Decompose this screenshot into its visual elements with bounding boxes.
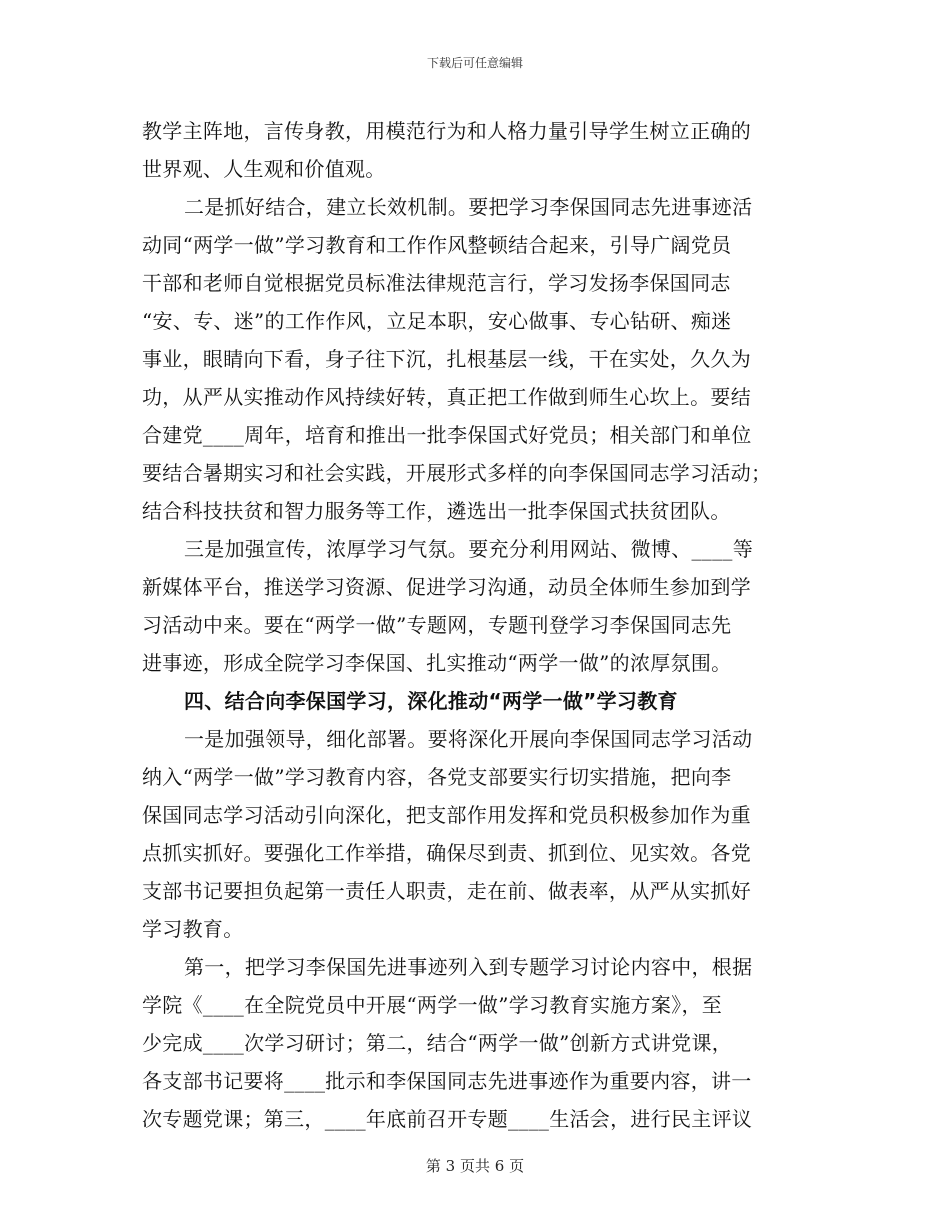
text-line: 纳入“两学一做”学习教育内容，各党支部要实行切实措施，把向李 bbox=[142, 765, 732, 789]
text-line: 功，从严从实推动作风持续好转，真正把工作做到师生心坎上。要结 bbox=[142, 385, 751, 409]
text-line: 教学主阵地，言传身教，用模范行为和人格力量引导学生树立正确的 bbox=[142, 119, 751, 143]
page-header-note: 下载后可任意编辑 bbox=[426, 56, 523, 70]
paragraph-start-line: 一是加强领导，细化部署。要将深化开展向李保国同志学习活动 bbox=[184, 727, 753, 751]
text-line: “安、专、迷”的工作作风，立足本职，安心做事、专心钻研、痴迷 bbox=[142, 309, 732, 333]
text-line: 各支部书记要将____批示和李保国同志先进事迹作为重要内容，讲一 bbox=[142, 1069, 752, 1093]
text-line: 次专题党课；第三，____年底前召开专题____生活会，进行民主评议 bbox=[142, 1107, 753, 1131]
text-line: 事业，眼睛向下看，身子往下沉，扎根基层一线，干在实处，久久为 bbox=[142, 347, 751, 371]
section-heading: 四、结合向李保国学习，深化推动“两学一做”学习教育 bbox=[184, 689, 678, 713]
paragraph-start-line: 第一，把学习李保国先进事迹列入到专题学习讨论内容中，根据 bbox=[184, 955, 753, 979]
text-line: 习活动中来。要在“两学一做”专题网，专题刊登学习李保国同志先 bbox=[142, 613, 732, 637]
text-line: 动同“两学一做”学习教育和工作作风整顿结合起来，引导广阔党员 bbox=[142, 233, 732, 257]
text-line: 结合科技扶贫和智力服务等工作，遴选出一批李保国式扶贫团队。 bbox=[142, 499, 731, 523]
text-line: 新媒体平台，推送学习资源、促进学习沟通，动员全体师生参加到学 bbox=[142, 575, 751, 599]
text-line: 少完成____次学习研讨；第二，结合“两学一做”创新方式讲党课， bbox=[142, 1031, 733, 1055]
page-number-footer: 第 3 页共 6 页 bbox=[425, 1157, 525, 1175]
text-line: 学习教育。 bbox=[142, 917, 244, 941]
text-line: 要结合暑期实习和社会实践，开展形式多样的向李保国同志学习活动； bbox=[142, 461, 772, 485]
document-body bbox=[142, 112, 807, 1138]
text-line: 进事迹，形成全院学习李保国、扎实推动“两学一做”的浓厚氛围。 bbox=[142, 651, 732, 675]
text-line: 干部和老师自觉根据党员标准法律规范言行，学习发扬李保国同志 bbox=[142, 271, 731, 295]
text-line: 世界观、人生观和价值观。 bbox=[142, 157, 386, 181]
paragraph-start-line: 二是抓好结合，建立长效机制。要把学习李保国同志先进事迹活 bbox=[184, 195, 753, 219]
text-line: 合建党____周年，培育和推出一批李保国式好党员；相关部门和单位 bbox=[142, 423, 752, 447]
text-line: 支部书记要担负起第一责任人职责，走在前、做表率，从严从实抓好 bbox=[142, 879, 751, 903]
text-line: 学院《____在全院党员中开展“两学一做”学习教育实施方案》，至 bbox=[142, 993, 723, 1017]
text-line: 保国同志学习活动引向深化，把支部作用发挥和党员积极参加作为重 bbox=[142, 803, 751, 827]
text-line: 点抓实抓好。要强化工作举措，确保尽到责、抓到位、见实效。各党 bbox=[142, 841, 751, 865]
paragraph-start-line: 三是加强宣传，浓厚学习气氛。要充分利用网站、微博、____等 bbox=[184, 537, 753, 561]
